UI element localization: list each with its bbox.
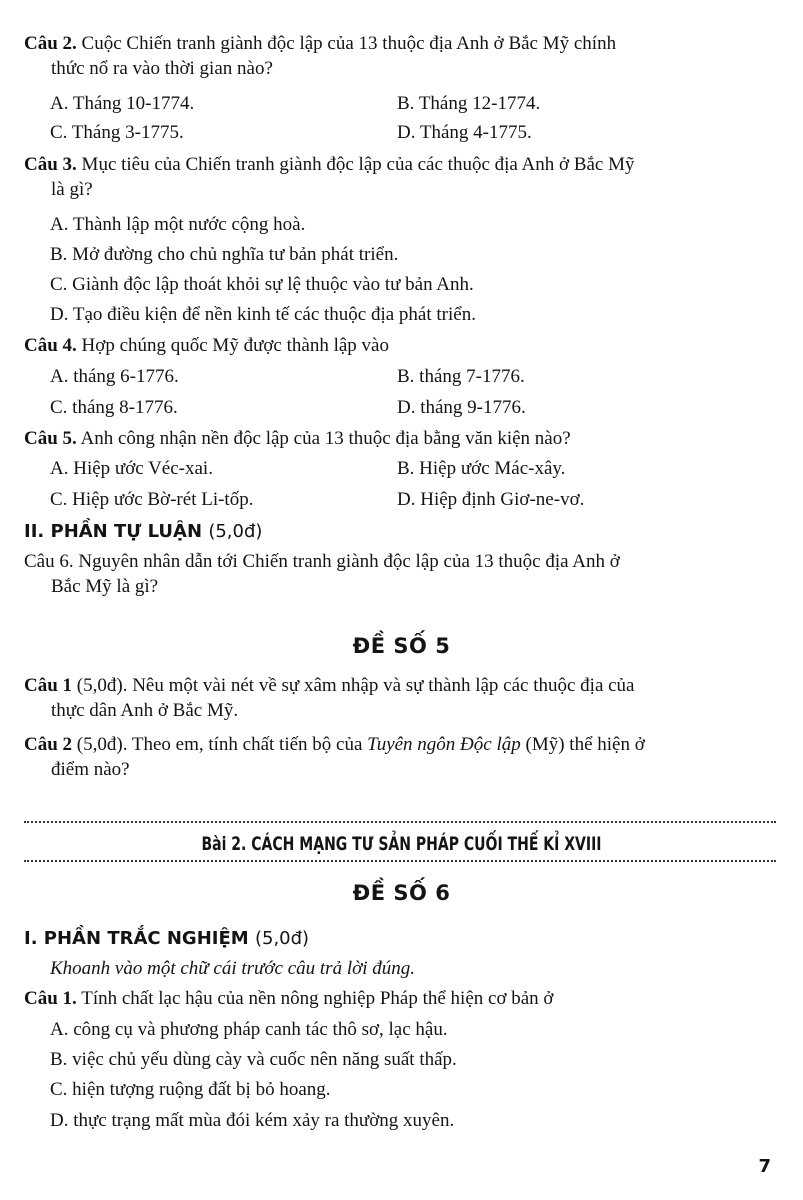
exam6-question-1	[24, 987, 776, 1012]
question-text: (5,0đ). Nêu một vài nét về sự xâm nhập và sự thành lập các thuộc địa của	[76, 675, 635, 696]
question-label: Câu 4.	[24, 335, 77, 356]
question-label: Câu 5.	[24, 428, 77, 449]
exam-title-5: ĐỀ SỐ 5	[352, 634, 451, 658]
question-text: Anh công nhận nền độc lập của 13 thuộc địa bằng văn kiện nào?	[80, 428, 571, 449]
question-text-cont: thực dân Anh ở Bắc Mỹ.	[51, 699, 239, 721]
option-b: B. việc chủ yếu dùng cày và cuốc nên năng suất thấp.	[50, 1049, 457, 1070]
section-title: II. PHẦN TỰ LUẬN	[24, 521, 203, 542]
option-c: C. tháng 8-1776.	[50, 397, 178, 418]
question-label: Câu 2.	[24, 33, 77, 54]
question-5	[24, 427, 776, 452]
section-heading-multiple-choice	[24, 927, 309, 950]
divider-bottom	[24, 860, 776, 862]
option-b: B. Mở đường cho chủ nghĩa tư bản phát triển.	[50, 244, 399, 265]
option-c: C. Tháng 3-1775.	[50, 122, 184, 143]
question-text-post: (Mỹ) thể hiện ở	[520, 734, 645, 755]
question-4	[24, 334, 776, 359]
instruction-text: Khoanh vào một chữ cái trước câu trả lời đúng.	[50, 958, 416, 979]
option-c: C. Hiệp ước Bờ-rét Li-tốp.	[50, 489, 254, 510]
option-b: B. tháng 7-1776.	[397, 366, 525, 387]
option-a: A. Hiệp ước Véc-xai.	[50, 458, 213, 479]
question-text: Nguyên nhân dẫn tới Chiến tranh giành độc lập của 13 thuộc địa Anh ở	[78, 551, 620, 572]
question-text: Tính chất lạc hậu của nền nông nghiệp Pháp thể hiện cơ bản ở	[81, 988, 554, 1009]
question-text-cont: điểm nào?	[51, 758, 130, 780]
question-text-cont: thức nổ ra vào thời gian nào?	[51, 57, 273, 79]
exam-title-6: ĐỀ SỐ 6	[352, 881, 451, 905]
exam5-question-1	[24, 674, 776, 723]
question-6	[24, 550, 776, 599]
question-text: Mục tiêu của Chiến tranh giành độc lập của các thuộc địa Anh ở Bắc Mỹ	[81, 154, 635, 175]
option-d: D. Tháng 4-1775.	[397, 122, 532, 143]
question-text-cont: Bắc Mỹ là gì?	[51, 575, 159, 597]
question-text: Cuộc Chiến tranh giành độc lập của 13 thuộc địa Anh ở Bắc Mỹ chính	[81, 33, 617, 54]
question-label: Câu 1.	[24, 988, 77, 1009]
option-a: A. tháng 6-1776.	[50, 366, 179, 387]
option-b: B. Hiệp ước Mác-xây.	[397, 458, 566, 479]
option-d: D. Tạo điều kiện để nền kinh tế các thuộc địa phát triển.	[50, 304, 476, 325]
page-number: 7	[758, 1156, 771, 1177]
option-d: D. Hiệp định Giơ-ne-vơ.	[397, 489, 585, 510]
option-a: A. Thành lập một nước cộng hoà.	[50, 214, 306, 235]
option-c: C. Giành độc lập thoát khỏi sự lệ thuộc vào tư bản Anh.	[50, 274, 474, 295]
question-text-italic: Tuyên ngôn Độc lập	[367, 734, 521, 755]
section-heading-essay	[24, 520, 262, 543]
exam5-question-2	[24, 733, 776, 782]
lesson-title: Bài 2. CÁCH MẠNG TƯ SẢN PHÁP CUỐI THẾ KỈ XVIII	[201, 833, 602, 855]
option-d: D. thực trạng mất mùa đói kém xảy ra thường xuyên.	[50, 1110, 455, 1131]
option-a: A. Tháng 10-1774.	[50, 93, 195, 114]
question-label: Câu 6.	[24, 551, 74, 572]
section-points: (5,0đ)	[254, 928, 310, 949]
option-b: B. Tháng 12-1774.	[397, 93, 541, 114]
divider-top	[24, 821, 776, 823]
question-3	[24, 153, 776, 202]
question-text: (5,0đ). Theo em, tính chất tiến bộ của	[76, 734, 368, 755]
section-points: (5,0đ)	[208, 521, 263, 542]
question-text: Hợp chúng quốc Mỹ được thành lập vào	[81, 335, 389, 356]
option-a: A. công cụ và phương pháp canh tác thô sơ, lạc hậu.	[50, 1019, 448, 1040]
question-label: Câu 2	[24, 734, 73, 755]
question-2	[24, 32, 776, 81]
question-text-cont: là gì?	[51, 178, 93, 200]
section-title: I. PHẦN TRẮC NGHIỆM	[24, 928, 249, 949]
question-label: Câu 3.	[24, 154, 77, 175]
question-label: Câu 1	[24, 675, 73, 696]
option-d: D. tháng 9-1776.	[397, 397, 526, 418]
option-c: C. hiện tượng ruộng đất bị bỏ hoang.	[50, 1079, 331, 1100]
